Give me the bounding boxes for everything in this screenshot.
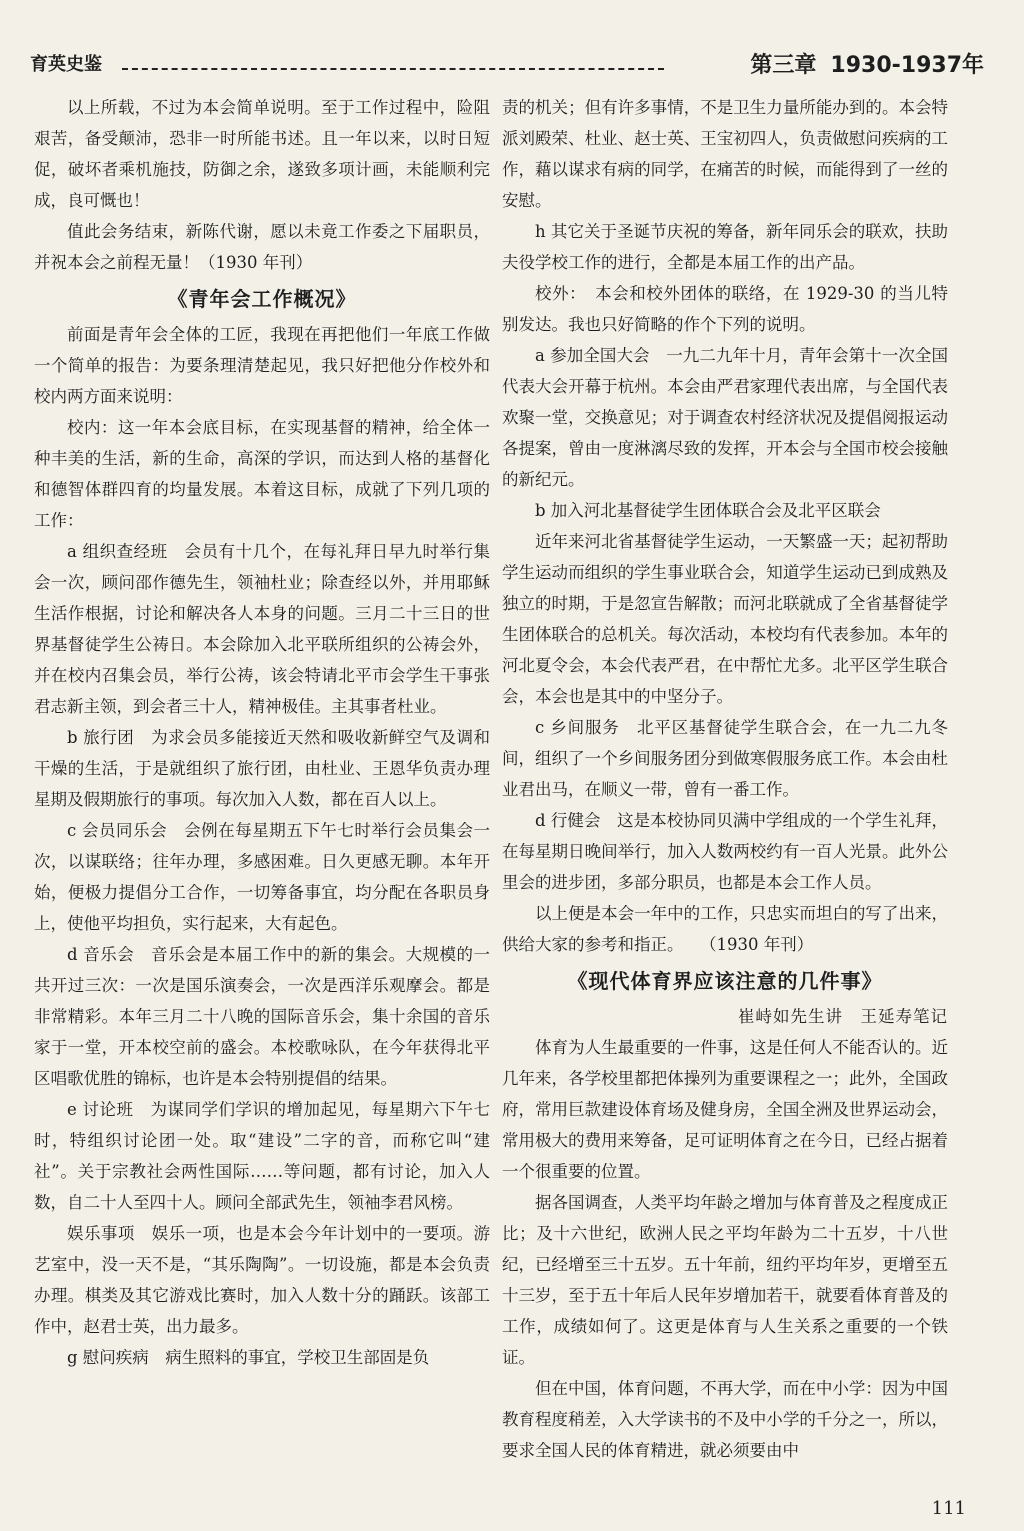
paragraph: 校外： 本会和校外团体的联络，在 1929-30 的当儿特别发达。我也只好简略的作个下列的说明。: [502, 284, 948, 334]
chapter-heading: [750, 48, 984, 79]
paragraph: 前面是青年会全体的工匠，我现在再把他们一年底工作做一个简单的报告：为要条理清楚起见，我只好把他分作校外和校内两方面来说明：: [34, 325, 490, 406]
section-title: 《现代体育界应该注意的几件事》: [567, 969, 883, 993]
paragraph: 体育为人生最重要的一件事，这是任何人不能否认的。近几年来，各学校里都把体操列为重要课程之一；此外，全国政府，常用巨款建设体育场及健身房，全国全洲及世界运动会，常用极大的费用来筹备，足可证明体育之在今日，已经占据着一个很重要的位置。: [502, 1038, 948, 1181]
header-dashed-rule: [122, 68, 664, 70]
paragraph: g 慰问疾病 病生照料的事宜，学校卫生部固是负: [67, 1348, 430, 1367]
paragraph: 责的机关；但有许多事情，不是卫生力量所能办到的。本会特派刘殿荣、杜业、赵士英、王宝初四人，负责做慰问疾病的工作，藉以谋求有病的同学，在痛苦的时候，而能得到了一丝的安慰。: [502, 98, 948, 210]
paragraph: h 其它关于圣诞节庆祝的筹备，新年同乐会的联欢，扶助夫役学校工作的进行，全都是本届工作的出产品。: [502, 222, 948, 272]
paragraph: 近年来河北省基督徒学生运动，一天繁盛一天；起初帮助学生运动而组织的学生事业联合会，知道学生运动已到成熟及独立的时期，于是忽宣告解散；而河北联就成了全省基督徒学生团体联合的总机关。每次活动，本校均有代表参加。本年的河北夏令会，本会代表严君，在中帮忙尤多。北平区学生联合会，本会也是其中的中坚分子。: [502, 532, 948, 706]
paragraph: b 加入河北基督徒学生团体联合会及北平区联会: [535, 501, 881, 520]
page-number: 111: [931, 1498, 966, 1519]
paragraph: d 音乐会 音乐会是本届工作中的新的集会。大规模的一共开过三次：一次是国乐演奏会，一次是西洋乐观摩会。都是非常精彩。本年三月二十八晚的国际音乐会，集十余国的音乐家于一堂，开本校空前的盛会。本校歌咏队，在今年获得北平区唱歌优胜的锦标，也许是本会特别提倡的结果。: [34, 945, 490, 1088]
paragraph: c 会员同乐会 会例在每星期五下午七时举行会员集会一次，以谋联络；往年办理，多感困难。日久更感无聊。本年开始，便极力提倡分工合作，一切筹备事宜，均分配在各职员身上，使他平均担负，实行起来，大有起色。: [34, 821, 490, 933]
running-header: [30, 40, 984, 84]
paragraph: 但在中国，体育问题，不再大学，而在中小学：因为中国教育程度稍差，入大学读书的不及中小学的千分之一，所以，要求全国人民的体育精进，就必须要由中: [502, 1379, 948, 1460]
paragraph: a 组织查经班 会员有十几个，在每礼拜日早九时举行集会一次，顾问邵作德先生，领袖杜业；除查经以外，并用耶稣生活作根据，讨论和解决各人本身的问题。三月二十三日的世界基督徒学生公祷日。本会除加入北平联所组织的公祷会外，并在校内召集会员，举行公祷，该会特请北平市会学生干事张君志新主领，到会者三十人，精神极佳。主其事者杜业。: [34, 542, 490, 716]
left-column: [34, 92, 490, 1373]
paragraph: c 乡间服务 北平区基督徒学生联合会，在一九二九冬间，组织了一个乡间服务团分到做寒假服务底工作。本会由杜业君出马，在顺义一带，曾有一番工作。: [502, 718, 948, 799]
paragraph: 以上所载，不过为本会简单说明。至于工作过程中，险阻艰苦，备受颠沛，恐非一时所能书述。且一年以来，以时日短促，破坏者乘机施技，防御之余，遂致多项计画，未能顺利完成，良可慨也！: [34, 98, 490, 210]
section-title: 《青年会工作概况》: [167, 287, 357, 311]
paragraph: e 讨论班 为谋同学们学识的增加起见，每星期六下午七时，特组织讨论团一处。取“建设”二字的音，而称它叫“建社”。关于宗教社会两性国际……等问题，都有讨论，加入人数，自二十人至四十人。顾问全部武先生，领袖李君风榜。: [34, 1100, 490, 1212]
right-column: [502, 92, 948, 1466]
chapter-years: 1930-1937年: [830, 53, 984, 78]
paragraph: 据各国调查，人类平均年龄之增加与体育普及之程度成正比；及十六世纪，欧洲人民之平均年龄为二十五岁，十八世纪，已经增至三十五岁。五十年前，纽约平均年岁，更增至五十三岁，至于五十年后人民年岁增加若干，就要看体育普及的工作，成绩如何了。这更是体育与人生关系之重要的一个铁证。: [502, 1193, 948, 1367]
byline: 崔峙如先生讲 王延寿笔记: [738, 1007, 948, 1026]
paragraph: b 旅行团 为求会员多能接近天然和吸收新鲜空气及调和干燥的生活，于是就组织了旅行团，由杜业、王恩华负责办理星期及假期旅行的事项。每次加入人数，都在百人以上。: [34, 728, 490, 809]
paragraph: 校内：这一年本会底目标，在实现基督的精神，给全体一种丰美的生活，新的生命，高深的学识，而达到人格的基督化和德智体群四育的均量发展。本着这目标，成就了下列几项的工作：: [34, 418, 490, 530]
paragraph: 以上便是本会一年中的工作，只忠实而坦白的写了出来，供给大家的参考和指正。 （1930 年刊）: [502, 904, 948, 954]
paragraph: a 参加全国大会 一九二九年十月，青年会第十一次全国代表大会开幕于杭州。本会由严君家理代表出席，与全国代表欢聚一堂，交换意见；对于调查农村经济状况及提倡阅报运动各提案，曾由一度淋漓尽致的发挥，开本会与全国市校会接触的新纪元。: [502, 346, 948, 489]
paragraph: 值此会务结束，新陈代谢，愿以未竟工作委之下届职员，并祝本会之前程无量！（1930 年刊）: [34, 222, 490, 272]
book-title: 育英史鉴: [30, 54, 102, 75]
paragraph: 娱乐事项 娱乐一项，也是本会今年计划中的一要项。游艺室中，没一天不是，“其乐陶陶”。一切设施，都是本会负责办理。棋类及其它游戏比赛时，加入人数十分的踊跃。该部工作中，赵君士英，出力最多。: [34, 1224, 490, 1336]
paragraph: d 行健会 这是本校协同贝满中学组成的一个学生礼拜，在每星期日晚间举行，加入人数两校约有一百人光景。此外公里会的进步团，多部分职员，也都是本会工作人员。: [502, 811, 948, 892]
chapter-label: 第三章: [750, 53, 817, 78]
